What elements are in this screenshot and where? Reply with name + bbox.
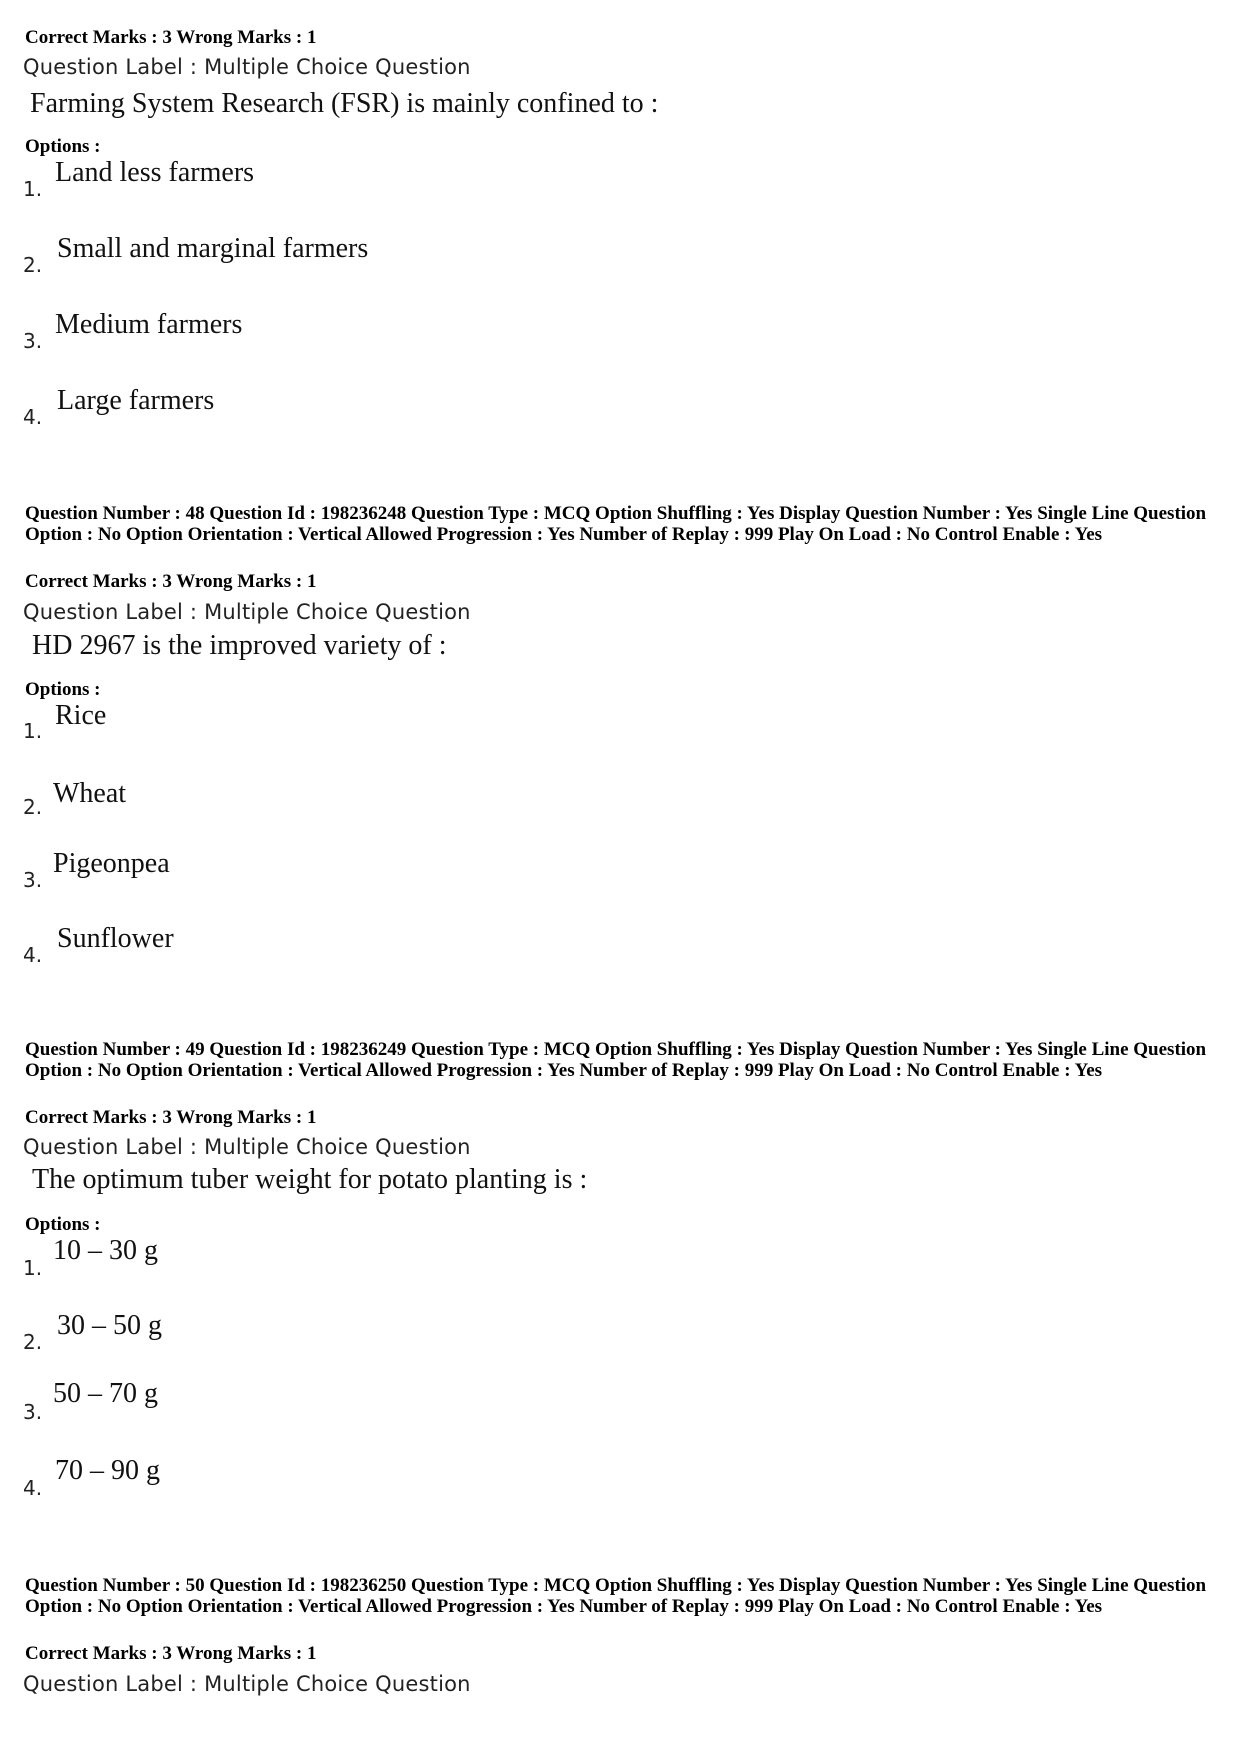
question-text: The optimum tuber weight for potato planting is : [32,1164,588,1195]
option-number: 4. [23,1476,43,1500]
option-number: 2. [23,795,43,819]
question-meta: Question Number : 48 Question Id : 198236248 Question Type : MCQ Option Shuffling : Yes Display Question Number : Yes Single Line Question Option : No Option Orientation : Vertical Allowed Progression : Yes Number of Replay : 999 Play On Load : No Control Enable : Yes [25,503,1207,545]
option-text: Large farmers [57,385,215,416]
options-heading: Options : [25,136,101,157]
marks-line: Correct Marks : 3 Wrong Marks : 1 [25,571,317,592]
question-text: Farming System Research (FSR) is mainly confined to : [30,88,659,119]
option-number: 3. [23,329,43,353]
options-heading: Options : [25,1214,101,1235]
option-text: 30 – 50 g [57,1310,162,1341]
question-meta: Question Number : 50 Question Id : 198236250 Question Type : MCQ Option Shuffling : Yes Display Question Number : Yes Single Line Question Option : No Option Orientation : Vertical Allowed Progression : Yes Number of Replay : 999 Play On Load : No Control Enable : Yes [25,1575,1207,1617]
option-text: 10 – 30 g [53,1235,158,1266]
option-number: 4. [23,943,43,967]
question-label: Question Label : Multiple Choice Question [23,600,471,624]
option-text: 50 – 70 g [53,1378,158,1409]
option-text: Rice [55,700,107,731]
option-text: Sunflower [57,923,174,954]
question-label: Question Label : Multiple Choice Question [23,1135,471,1159]
option-number: 2. [23,1330,43,1354]
question-meta: Question Number : 49 Question Id : 198236249 Question Type : MCQ Option Shuffling : Yes Display Question Number : Yes Single Line Question Option : No Option Orientation : Vertical Allowed Progression : Yes Number of Replay : 999 Play On Load : No Control Enable : Yes [25,1039,1207,1081]
option-number: 1. [23,177,43,201]
option-number: 1. [23,1256,43,1280]
option-text: Wheat [53,778,127,809]
option-number: 3. [23,1400,43,1424]
option-text: Pigeonpea [53,848,170,879]
option-number: 4. [23,405,43,429]
option-text: 70 – 90 g [55,1455,160,1486]
option-text: Land less farmers [55,157,255,188]
marks-line: Correct Marks : 3 Wrong Marks : 1 [25,1643,317,1664]
option-text: Medium farmers [55,309,243,340]
marks-line: Correct Marks : 3 Wrong Marks : 1 [25,27,317,48]
question-label: Question Label : Multiple Choice Question [23,1672,471,1696]
question-label: Question Label : Multiple Choice Question [23,55,471,79]
option-text: Small and marginal farmers [57,233,369,264]
question-text: HD 2967 is the improved variety of : [32,630,447,661]
option-number: 3. [23,868,43,892]
marks-line: Correct Marks : 3 Wrong Marks : 1 [25,1107,317,1128]
option-number: 2. [23,253,43,277]
options-heading: Options : [25,679,101,700]
option-number: 1. [23,719,43,743]
